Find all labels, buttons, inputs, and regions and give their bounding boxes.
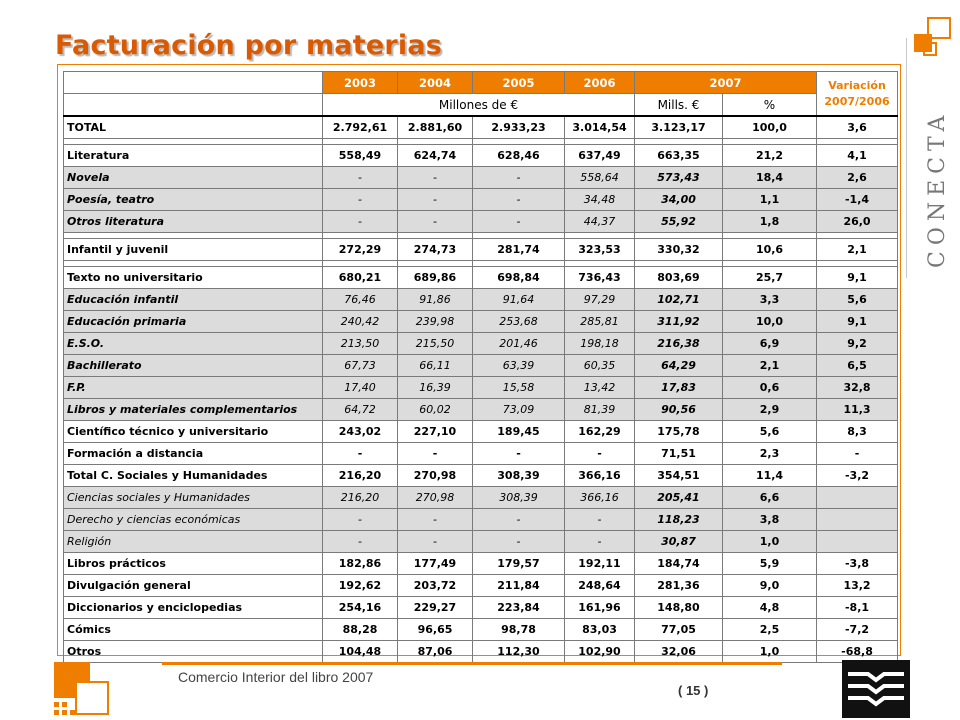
table-row [64, 267, 898, 289]
value-cell: 55,92 [635, 211, 723, 233]
value-cell: 162,29 [565, 421, 635, 443]
year-header: 2006 [565, 72, 635, 94]
value-cell: 104,48 [323, 641, 398, 663]
value-cell: 25,7 [723, 267, 817, 289]
value-cell: 248,64 [565, 575, 635, 597]
value-cell [817, 487, 898, 509]
table-row [64, 465, 898, 487]
value-cell: 98,78 [473, 619, 565, 641]
value-cell: 198,18 [565, 333, 635, 355]
value-cell: 17,83 [635, 377, 723, 399]
value-cell: 17,40 [323, 377, 398, 399]
conecta-logo [917, 72, 951, 272]
row-label: Formación a distancia [64, 443, 323, 465]
value-cell: 192,62 [323, 575, 398, 597]
value-cell: 229,27 [398, 597, 473, 619]
table-row [64, 421, 898, 443]
table-row [64, 116, 898, 139]
row-label: Total C. Sociales y Humanidades [64, 465, 323, 487]
row-label: Otros literatura [64, 211, 323, 233]
value-cell: 736,43 [565, 267, 635, 289]
table-row [64, 289, 898, 311]
value-cell: 6,5 [817, 355, 898, 377]
value-cell: 1,0 [723, 641, 817, 663]
value-cell: 60,35 [565, 355, 635, 377]
value-cell: 26,0 [817, 211, 898, 233]
value-cell: 16,39 [398, 377, 473, 399]
row-label: E.S.O. [64, 333, 323, 355]
row-label: Científico técnico y universitario [64, 421, 323, 443]
value-cell: 243,02 [323, 421, 398, 443]
row-label: Educación infantil [64, 289, 323, 311]
value-cell: 628,46 [473, 145, 565, 167]
value-cell: 67,73 [323, 355, 398, 377]
table-body [64, 116, 898, 663]
table-row [64, 575, 898, 597]
table-row [64, 641, 898, 663]
side-divider [906, 38, 907, 278]
value-cell: 8,3 [817, 421, 898, 443]
value-cell: 76,46 [323, 289, 398, 311]
value-cell: 64,29 [635, 355, 723, 377]
value-cell: 11,4 [723, 465, 817, 487]
value-cell: - [398, 167, 473, 189]
value-cell: 2,6 [817, 167, 898, 189]
value-cell: 663,35 [635, 145, 723, 167]
table-row [64, 619, 898, 641]
book-logo-icon [842, 660, 910, 718]
value-cell: - [398, 189, 473, 211]
value-cell: 254,16 [323, 597, 398, 619]
value-cell: 1,8 [723, 211, 817, 233]
value-cell: 44,37 [565, 211, 635, 233]
value-cell: 270,98 [398, 487, 473, 509]
table-row [64, 399, 898, 421]
footer-text: Comercio Interior del libro 2007 [178, 669, 374, 685]
table-row [64, 239, 898, 261]
table-row [64, 597, 898, 619]
value-cell [817, 531, 898, 553]
value-cell: - [473, 211, 565, 233]
table-row [64, 553, 898, 575]
value-cell: 624,74 [398, 145, 473, 167]
row-label: Cómics [64, 619, 323, 641]
value-cell: 558,64 [565, 167, 635, 189]
row-label: Educación primaria [64, 311, 323, 333]
value-cell: - [323, 509, 398, 531]
value-cell: 18,4 [723, 167, 817, 189]
value-cell: 2.881,60 [398, 116, 473, 139]
value-cell: 205,41 [635, 487, 723, 509]
value-cell: 66,11 [398, 355, 473, 377]
value-cell: - [323, 189, 398, 211]
value-cell: - [323, 211, 398, 233]
row-label: Otros [64, 641, 323, 663]
table-row [64, 377, 898, 399]
value-cell: 15,58 [473, 377, 565, 399]
corner-cell [64, 94, 323, 117]
value-cell: - [817, 443, 898, 465]
value-cell: - [473, 189, 565, 211]
value-cell: 216,38 [635, 333, 723, 355]
value-cell: 34,00 [635, 189, 723, 211]
value-cell: 272,29 [323, 239, 398, 261]
value-cell: - [565, 509, 635, 531]
value-cell: 13,42 [565, 377, 635, 399]
value-cell: 216,20 [323, 487, 398, 509]
unit-percent: % [723, 94, 817, 117]
value-cell: 2.933,23 [473, 116, 565, 139]
value-cell: 91,64 [473, 289, 565, 311]
table-row [64, 311, 898, 333]
value-cell: 5,6 [723, 421, 817, 443]
row-label: Novela [64, 167, 323, 189]
value-cell: 698,84 [473, 267, 565, 289]
unit-mills: Mills. € [635, 94, 723, 117]
value-cell: 32,8 [817, 377, 898, 399]
row-label: Libros y materiales complementarios [64, 399, 323, 421]
value-cell: 0,6 [723, 377, 817, 399]
value-cell: 5,6 [817, 289, 898, 311]
value-cell: 240,42 [323, 311, 398, 333]
value-cell: 5,9 [723, 553, 817, 575]
value-cell: - [398, 531, 473, 553]
row-label: Religión [64, 531, 323, 553]
value-cell: 73,09 [473, 399, 565, 421]
value-cell: 87,06 [398, 641, 473, 663]
conecta-squares-icon [912, 16, 952, 61]
table-row [64, 487, 898, 509]
value-cell: 274,73 [398, 239, 473, 261]
table-row [64, 145, 898, 167]
value-cell: 9,1 [817, 267, 898, 289]
value-cell: 311,92 [635, 311, 723, 333]
variation-label: Variación [828, 78, 886, 92]
value-cell: - [473, 531, 565, 553]
value-cell: 2,5 [723, 619, 817, 641]
value-cell: 2,3 [723, 443, 817, 465]
value-cell: 2,1 [723, 355, 817, 377]
value-cell: 184,74 [635, 553, 723, 575]
value-cell: 63,39 [473, 355, 565, 377]
value-cell: 1,0 [723, 531, 817, 553]
value-cell: -68,8 [817, 641, 898, 663]
value-cell: 285,81 [565, 311, 635, 333]
page-number: ( 15 ) [678, 683, 709, 698]
table-row [64, 333, 898, 355]
table-row [64, 211, 898, 233]
value-cell: - [565, 443, 635, 465]
value-cell: 102,71 [635, 289, 723, 311]
row-label: Libros prácticos [64, 553, 323, 575]
value-cell: 680,21 [323, 267, 398, 289]
table-row [64, 189, 898, 211]
table-row [64, 167, 898, 189]
value-cell [817, 509, 898, 531]
value-cell: 60,02 [398, 399, 473, 421]
value-cell: 77,05 [635, 619, 723, 641]
table-row [64, 355, 898, 377]
value-cell: 118,23 [635, 509, 723, 531]
value-cell: 308,39 [473, 465, 565, 487]
variation-header [817, 72, 898, 117]
value-cell: 203,72 [398, 575, 473, 597]
row-label: Literatura [64, 145, 323, 167]
value-cell: 11,3 [817, 399, 898, 421]
value-cell: 4,1 [817, 145, 898, 167]
value-cell: 323,53 [565, 239, 635, 261]
value-cell: 216,20 [323, 465, 398, 487]
row-label: TOTAL [64, 116, 323, 139]
year-header: 2007 [635, 72, 817, 94]
table-row [64, 509, 898, 531]
value-cell: 3.123,17 [635, 116, 723, 139]
value-cell: 308,39 [473, 487, 565, 509]
conecta-logo-text: CONECTA [925, 109, 950, 268]
value-cell: 161,96 [565, 597, 635, 619]
value-cell: 215,50 [398, 333, 473, 355]
value-cell: 21,2 [723, 145, 817, 167]
value-cell: -7,2 [817, 619, 898, 641]
value-cell: 64,72 [323, 399, 398, 421]
page-title: Facturación por materias [55, 30, 443, 61]
value-cell: 179,57 [473, 553, 565, 575]
value-cell: -3,2 [817, 465, 898, 487]
value-cell: 211,84 [473, 575, 565, 597]
value-cell: 366,16 [565, 465, 635, 487]
value-cell: 81,39 [565, 399, 635, 421]
value-cell: 182,86 [323, 553, 398, 575]
value-cell: - [398, 509, 473, 531]
value-cell: 9,0 [723, 575, 817, 597]
billing-table [63, 71, 898, 663]
value-cell: 1,1 [723, 189, 817, 211]
value-cell: 9,1 [817, 311, 898, 333]
value-cell: - [398, 443, 473, 465]
value-cell: 3,3 [723, 289, 817, 311]
value-cell: 803,69 [635, 267, 723, 289]
value-cell: 558,49 [323, 145, 398, 167]
value-cell: 366,16 [565, 487, 635, 509]
value-cell: 4,8 [723, 597, 817, 619]
value-cell: - [323, 443, 398, 465]
value-cell: 227,10 [398, 421, 473, 443]
value-cell: 10,6 [723, 239, 817, 261]
value-cell: 281,36 [635, 575, 723, 597]
value-cell: 88,28 [323, 619, 398, 641]
table-row [64, 531, 898, 553]
value-cell: 239,98 [398, 311, 473, 333]
value-cell: - [323, 531, 398, 553]
value-cell: - [323, 167, 398, 189]
value-cell: - [398, 211, 473, 233]
value-cell: 13,2 [817, 575, 898, 597]
value-cell: 96,65 [398, 619, 473, 641]
value-cell: 270,98 [398, 465, 473, 487]
value-cell: 3,8 [723, 509, 817, 531]
value-cell: 253,68 [473, 311, 565, 333]
value-cell: - [473, 509, 565, 531]
row-label: F.P. [64, 377, 323, 399]
value-cell: 175,78 [635, 421, 723, 443]
year-header: 2003 [323, 72, 398, 94]
row-label: Divulgación general [64, 575, 323, 597]
corner-squares-icon [52, 662, 114, 718]
value-cell: -1,4 [817, 189, 898, 211]
value-cell: 6,6 [723, 487, 817, 509]
value-cell: 330,32 [635, 239, 723, 261]
value-cell: 34,48 [565, 189, 635, 211]
value-cell: 148,80 [635, 597, 723, 619]
variation-period: 2007/2006 [824, 94, 890, 108]
value-cell: 2,9 [723, 399, 817, 421]
value-cell: 189,45 [473, 421, 565, 443]
value-cell: 71,51 [635, 443, 723, 465]
value-cell: - [473, 167, 565, 189]
row-label: Bachillerato [64, 355, 323, 377]
value-cell: 223,84 [473, 597, 565, 619]
value-cell: 32,06 [635, 641, 723, 663]
value-cell: 91,86 [398, 289, 473, 311]
value-cell: 192,11 [565, 553, 635, 575]
value-cell: 3.014,54 [565, 116, 635, 139]
footer-divider [162, 662, 782, 665]
value-cell: 573,43 [635, 167, 723, 189]
value-cell: 102,90 [565, 641, 635, 663]
value-cell: 10,0 [723, 311, 817, 333]
unit-millions: Millones de € [323, 94, 635, 117]
year-header: 2004 [398, 72, 473, 94]
value-cell: 90,56 [635, 399, 723, 421]
year-header: 2005 [473, 72, 565, 94]
value-cell: 83,03 [565, 619, 635, 641]
row-label: Texto no universitario [64, 267, 323, 289]
value-cell: 3,6 [817, 116, 898, 139]
value-cell: 100,0 [723, 116, 817, 139]
value-cell: 281,74 [473, 239, 565, 261]
corner-cell [64, 72, 323, 94]
value-cell: 177,49 [398, 553, 473, 575]
value-cell: -8,1 [817, 597, 898, 619]
value-cell: 354,51 [635, 465, 723, 487]
value-cell: 213,50 [323, 333, 398, 355]
value-cell: 2,1 [817, 239, 898, 261]
value-cell: 9,2 [817, 333, 898, 355]
value-cell: - [473, 443, 565, 465]
row-label: Infantil y juvenil [64, 239, 323, 261]
value-cell: 112,30 [473, 641, 565, 663]
row-label: Poesía, teatro [64, 189, 323, 211]
row-label: Derecho y ciencias económicas [64, 509, 323, 531]
value-cell: 6,9 [723, 333, 817, 355]
value-cell: 97,29 [565, 289, 635, 311]
value-cell: 637,49 [565, 145, 635, 167]
value-cell: - [565, 531, 635, 553]
value-cell: 30,87 [635, 531, 723, 553]
value-cell: 2.792,61 [323, 116, 398, 139]
row-label: Diccionarios y enciclopedias [64, 597, 323, 619]
value-cell: 201,46 [473, 333, 565, 355]
value-cell: 689,86 [398, 267, 473, 289]
value-cell: -3,8 [817, 553, 898, 575]
table-row [64, 443, 898, 465]
row-label: Ciencias sociales y Humanidades [64, 487, 323, 509]
